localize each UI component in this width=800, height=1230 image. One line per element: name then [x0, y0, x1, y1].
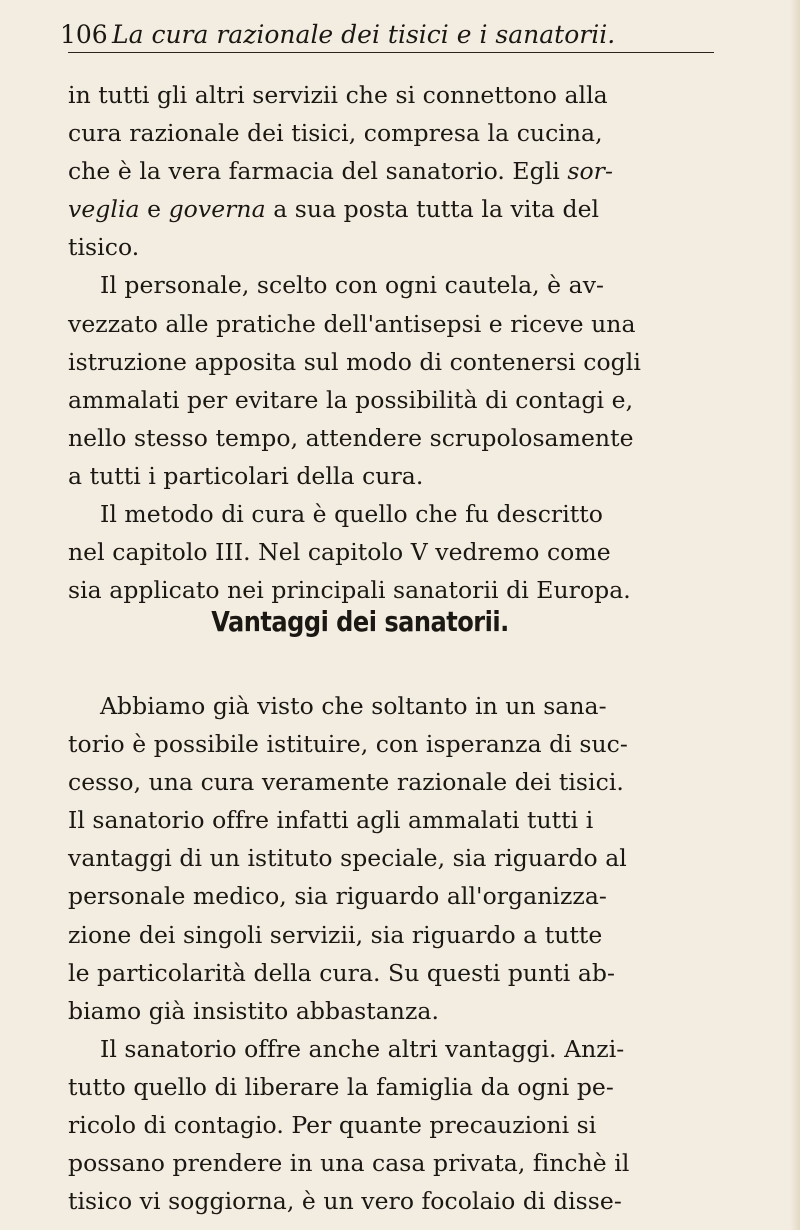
text-line: Abbiamo già visto che soltanto in un sana- — [100, 692, 607, 720]
text-line: Il sanatorio offre anche altri vantaggi. Anzi- — [100, 1034, 625, 1063]
running-header — [60, 18, 714, 53]
text-line — [68, 152, 728, 190]
text-line: nello stesso tempo, attendere scrupolosamente — [68, 423, 634, 452]
text-block-top — [68, 76, 728, 609]
text-line: sia applicato nei principali sanatorii di Europa. — [68, 576, 631, 605]
text-line: personale medico, sia riguardo all'organizza- — [68, 882, 607, 911]
italic-word: governa — [168, 195, 266, 224]
text-run: e — [139, 195, 169, 224]
text-line: nel capitolo III. Nel capitolo V vedremo come — [68, 538, 611, 567]
text-line: a tutti i particolari della cura. — [68, 461, 424, 490]
text-line: tutto quello di liberare la famiglia da ogni pe- — [68, 1072, 614, 1101]
page-edge-shadow — [790, 0, 800, 1230]
text-line: torio è possibile istituire, con isperanza di suc- — [68, 730, 628, 759]
text-line — [68, 190, 728, 228]
text-run: a sua posta tutta la vita del — [265, 195, 600, 224]
text-line: Il sanatorio offre infatti agli ammalati tutti i — [68, 806, 594, 835]
text-run: che è la vera farmacia del sanatorio. Egli — [68, 157, 568, 186]
text-line: vantaggi di un istituto speciale, sia riguardo al — [68, 844, 627, 873]
text-line: tisico vi soggiorna, è un vero focolaio di disse- — [68, 1187, 622, 1216]
text-block-bottom — [68, 687, 728, 1220]
text-line: in tutti gli altri servizii che si connettono alla — [68, 81, 608, 109]
text-line: cura razionale dei tisici, compresa la cucina, — [68, 119, 603, 148]
text-line: cesso, una cura veramente razionale dei tisici. — [68, 768, 624, 797]
text-line: biamo già insistito abbastanza. — [68, 996, 439, 1025]
text-line: zione dei singoli servizii, sia riguardo a tutte — [68, 920, 603, 949]
text-line: possano prendere in una casa privata, finchè il — [68, 1149, 630, 1178]
page-number: 106 — [60, 20, 108, 49]
text-line: vezzato alle pratiche dell'antisepsi e riceve una — [68, 309, 636, 338]
section-heading: Vantaggi dei sanatorii. — [211, 605, 509, 638]
italic-word: sor- — [567, 157, 613, 186]
text-line: Il personale, scelto con ogni cautela, è av- — [100, 271, 605, 300]
text-line: ricolo di contagio. Per quante precauzioni si — [68, 1111, 597, 1140]
text-line: tisico. — [68, 233, 140, 262]
italic-word: veglia — [68, 195, 140, 224]
text-line: le particolarità della cura. Su questi punti ab- — [68, 958, 616, 987]
text-line: istruzione apposita sul modo di contenersi cogli — [68, 347, 641, 376]
text-line: ammalati per evitare la possibilità di contagi e, — [68, 385, 634, 414]
running-title: La cura razionale dei tisici e i sanatorii. — [112, 20, 616, 49]
text-line: Il metodo di cura è quello che fu descritto — [100, 500, 603, 529]
